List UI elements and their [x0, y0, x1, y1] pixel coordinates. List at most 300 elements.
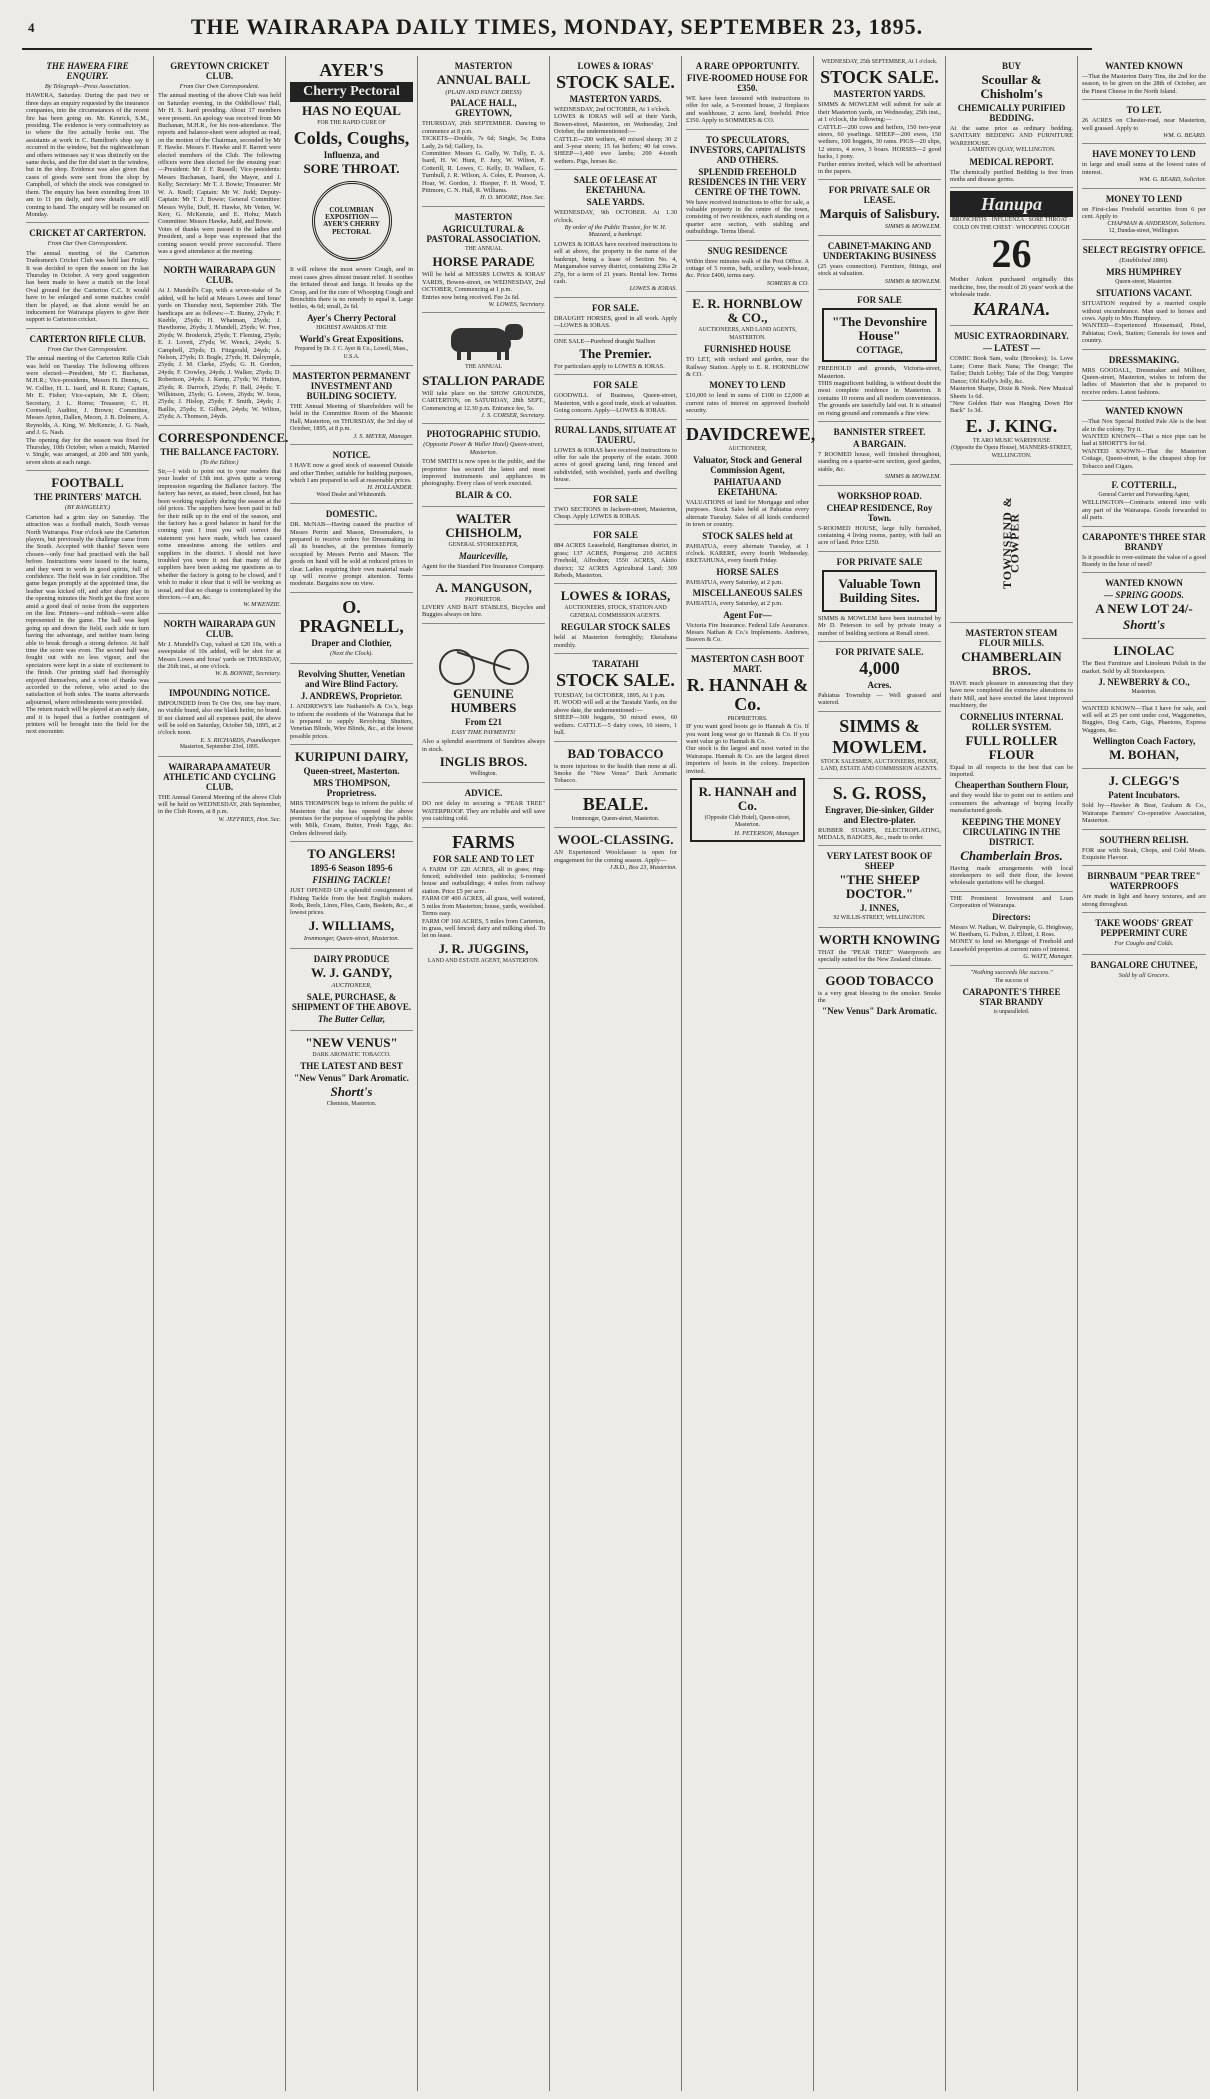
ad-body: and they would like to point out to settlers and consumers the advantage of buying locally manufactured goods. [950, 792, 1073, 815]
byline: From Our Own Correspondent. [47, 240, 128, 248]
ad-text: Sold by all Grocers. [1118, 971, 1170, 979]
ad-draught-horses [554, 298, 677, 335]
ad-wool-classing [554, 828, 677, 875]
headline: FOR SALE [593, 380, 638, 391]
ad-body: Will be held at MESSRS LOWES & IORAS' YARDS, Bowen-street, on WEDNESDAY, 2nd OCTOBER, Commencing at 1 p.m. [422, 271, 545, 294]
ad-body: TUESDAY, 1st OCTOBER, 1895, At 1 p.m. [554, 692, 666, 700]
ad-dressmaking [290, 504, 413, 593]
ad-body: PAHIATUA, every alternate Tuesday, at 1 o'clock. KARERE, every fourth Wednesday. EKETAHUNA, every fourth Friday. [686, 542, 809, 565]
ad-sheep-doctor [818, 846, 941, 927]
ad-body: PAHIATUA, every Saturday, at 2 p.m. [686, 578, 783, 586]
headline: Revolving Shutter, Venetian and Wire Blind Factory. [298, 669, 405, 690]
headline: FURNISHED HOUSE [704, 344, 791, 355]
ad-text: (Opposite Club Hotel), Queen-street, Masterton. [704, 815, 791, 829]
ad-text: Masterton. [1131, 689, 1157, 696]
ad-ross-engraver [818, 779, 941, 847]
signature: E. S. RICHARDS, Poundkeeper. [200, 736, 281, 744]
signature: W. M'KENZIE. [243, 601, 281, 609]
headline: GOOD TOBACCO [825, 972, 934, 988]
headline: DOMESTIC. [325, 509, 378, 520]
byline: By Telegraph—Press Association. [44, 83, 131, 90]
ad-stallion-parade [422, 313, 545, 424]
ad-body: THE Prominent Investment and Loan Corporation of Wairarapa. [950, 894, 1073, 910]
ad-bannister-street [818, 422, 941, 486]
headline: FOR PRIVATE SALE OR LEASE. [828, 185, 931, 206]
ad-body: SIMMS & MOWLEM have been instructed by Mr D. Peterson to sell by private treaty a number of building sections at Renall street. [818, 614, 941, 637]
ad-body: £10,000 to lend in sums of £100 to £2,000 at current rates of interest on approved freehold security. [686, 392, 809, 415]
ad-text: THE ANNUAL [465, 245, 502, 252]
ad-text: Ayer's Cherry Pectoral [307, 312, 396, 323]
ad-body: WELLINGTON—Contracts entered into with any part of the Wairarapa. Goods forwarded to all parts. [1082, 499, 1206, 522]
subheadline: THE PRINTERS' MATCH. [33, 492, 142, 503]
ad-devonshire-house [818, 290, 941, 422]
subheadline: PALACE HALL, GREYTOWN, [450, 98, 517, 119]
advertiser-name: J. INNES, [860, 903, 899, 914]
ad-body: "New Golden Hair was Hanging Down Her Back" 1s 3d. [950, 399, 1073, 415]
headline: FOR PRIVATE SALE [836, 556, 923, 567]
ad-body: THIS magnificent building, is without doubt the most complete residence in Masterton. It contains 10 rooms and all modern conveniences. The grounds are tastefully laid out. It is situated on rising ground and commands a fine view. [818, 379, 941, 417]
ad-livery-stables [422, 576, 545, 624]
building-sites-box [822, 570, 937, 612]
byline: From Our Own Correspondent. [179, 83, 260, 90]
byline: From Our Own Correspondent. [47, 345, 128, 353]
ad-eketahuna-lease [554, 170, 677, 297]
columns [22, 56, 1206, 2091]
ad-body: J. ANDREWS'S late Nathaniel's & Co.'s, begs to inform the residents of the Wairarapa that he is prepared to supply Revolving Shutters, Venetian Blinds, Wire Blinds, &c., at the lowest possible prices. [290, 703, 413, 740]
dateline: Masterton, September 23rd, 1895. [179, 744, 260, 751]
ad-text: PROPRIETOR. [465, 596, 502, 603]
byline: (To the Editor.) [200, 458, 239, 466]
ad-body: (25 years connection). Furniture, fittings, and stock at valuation. [818, 262, 941, 278]
ad-body: H. WOOD will sell at the Taratahi Yards, on the above date, the undermentioned:— [554, 699, 677, 714]
ad-hornblow [686, 292, 809, 419]
ad-body: COMIC Book Sam, waltz (Brookes); 1s. Love Lane; Come Back Nana; The Orange; The Tailor; Dutch Lobby; Tale of the Dog; Vampire Dance; Old Kelly's Jolly, &c. [950, 355, 1073, 385]
ad-flour-mills [950, 623, 1073, 892]
article-body: HAWERA, Saturday. During the past two or three days an enquiry requested by the insurance companies, into the circumstances of the recent fire has been going on. Mr. Kenrick, S.M., presiding. The evidence is very contradictory as to where the fire actually broke out. The assistants at work in C. Hamilton's shop say it occurred in the window, but the nightwatchman and others witnesses say it was distinctly on the same decks, and the fire did start in the window, but in the shop. Evidence was also given that cases of goods were sent from the shop by Campbell, of which the stock was consigned to them. The enquiry has been extending from 10 am to 11 pm daily, and new details are still coming to hand. The enquiry will be resumed on Monday. [26, 92, 149, 218]
ad-linolac [1082, 639, 1206, 701]
ad-pear-tree-advice [422, 783, 545, 827]
headline: MASTERTON [454, 211, 513, 222]
subheadline: FISHING TACKLE! [312, 875, 391, 886]
headline: GREYTOWN CRICKET CLUB. [170, 61, 269, 81]
column-3 [286, 56, 418, 2091]
ad-body: We have received instructions to offer for sale, a valuable property in the centre of the town, consisting of two residences, each standing on a quarter acre section, with stabling and outbuildings. Terms liberal. [686, 198, 809, 236]
ad-bad-tobacco [554, 742, 677, 790]
article-gun-club-handicaps [158, 260, 281, 425]
headline: CARAPONTE'S THREE STAR BRANDY [1082, 531, 1206, 552]
headline: MASTERTON CASH BOOT MART. [690, 653, 805, 674]
ad-money-to-lend-chapman [1082, 189, 1206, 241]
ad-text: AUCTIONEERS, AND LAND AGENTS, MASTERTON. [698, 327, 797, 341]
ad-body: 5-ROOMED HOUSE, large fully furnished, containing 4 living rooms, pantry, with half an acre of land. Price £250. [818, 524, 941, 547]
subheadline: Acres. [867, 680, 892, 690]
ad-rural-lands [554, 420, 677, 489]
ad-dressmaking-goodall [1082, 350, 1206, 402]
ad-body: Entries now being received. Fee 2s 6d. [422, 293, 520, 301]
signature: J. S. CORSER, Secretary. [481, 411, 545, 419]
ad-body: Masterton Sharpe, Dixie & Nook. New Musical Sheets 1s 6d. [950, 385, 1073, 400]
headline: NORTH WAIRARAPA GUN CLUB. [163, 618, 276, 639]
column-2 [154, 56, 289, 2091]
ad-body: Sold by—Hawker & Bear, Graham & Co., Wairarapa Farmers' Co-operative Association, Masterton. [1082, 802, 1206, 825]
ad-brand: AYER'S [319, 60, 384, 80]
advertiser-name: M. BOHAN, [1109, 747, 1179, 763]
ad-body: 26 ACRES on Chester-road, near Masterton, well grassed. Apply to [1082, 117, 1206, 132]
subheadline: From £21 [464, 716, 503, 727]
ad-body: HAVE much pleasure in announcing that they have now completed the extensive alterations to their Mill, and have erected the latest improved machinery, the [950, 679, 1073, 710]
ad-simms-mowlem [818, 712, 941, 779]
headline: TO LET. [1126, 105, 1162, 116]
advertiser-name: CHAMBERLAIN BROS. [961, 648, 1062, 678]
ad-body: THAT the "PEAR TREE" Waterproofs are specially suited for the New Zealand climate. [818, 948, 941, 964]
subheadline: A BARGAIN. [852, 438, 906, 449]
article-body: Sir,—I wish to point out to your readers that your leader of 13th inst. gives quite a wrong impression regarding the Ballance factory. The factory has never, as stated, been closed, but has been working regularly during the season at the old prices. The suppliers have been paid in full for their milk up to the end of the season, and the factory has a good balance in hand for the coming year. I trust you will correct the statement you have made, which has caused some uneasiness among the settlers and suppliers in the district. I should not have troubled you were it not that many of the suppliers have been asking me questions as to whether the factory is going to be closed, and I wish to make it clear that it will be working as usual, and that no change is contemplated by the directors.—I am, &c. [158, 468, 281, 601]
headline: MASTERTON PERMANENT INVESTMENT AND BUILDING SOCIETY. [292, 371, 411, 402]
ad-text: AUCTIONEERS, STOCK, STATION AND GENERAL COMMISSION AGENTS. [564, 605, 667, 619]
ad-body: Committee: Messrs G. Gully, W. Tully, E. A. Isard, H. W. Hunt, F. Jury, W. Wilton, F. Cotterill, R. Lowes, C. Kelly, D. Wallace, G. Turnbull, J. R. Wilson, A. Coles, E. Pearson, A. Hoar, W. Gordon, J. Hooper, F. H. Wood, T. Pittmore, C. N. Hall, R. Williams. [422, 150, 545, 195]
subheadline: — LATEST — [982, 343, 1041, 354]
ad-body: PAHIATUA, every Saturday, at 2 p.m. [686, 600, 783, 608]
advertiser-name: MRS HUMPHREY [1106, 266, 1182, 277]
headline: The Premier. [579, 345, 652, 361]
ad-goodwill-business [554, 375, 677, 419]
ad-body: WE have been favoured with instructions to offer for sale, a 5-roomed house, 2 fireplaces and washhouse, 2 acres land, freehold. Price £350. Apply to SOMMERS & CO. [686, 95, 809, 125]
ad-numeral: 26 [991, 231, 1032, 277]
signature: W. B. BONNIE, Secretary. [215, 670, 281, 678]
article-body: The annual meeting of the above Club was held on Saturday evening, in the Oddfellows' Hall, Mr H. S. Isard presiding. About 17 members were present. An apology was received from Mr Buchanan, M.H.R., for his non-attendance. The reports and balance-sheet were adopted as read, on the motion of the Chairman, seconded by Mr F. Hawke. Messrs F. Hawke and F. Barrett were elected members of the Club. The following officers were then elected for the ensuing year:—President: Mr J. F. Russell; Vice-presidents: Messrs Buchanan, Isard, the Mayor, and J. Kelly; Secretary: Mr T. J. Bowie; Treasurer: Mr W. A. Knell; Captain: Mr W. Judd; Deputy-Captain: Mr T. J. Bowie; General Committee: Messrs Wylie, Duff, H. Hawke, Mr Vetten, W. Kerr, G. McKenzie, and E. Hohu; Match Committee: Messrs Hawke, Judd, and Bowie. [158, 92, 281, 226]
advertiser-name: E. R. HORNBLOW & CO., [692, 296, 803, 326]
ad-cabinet-making [818, 236, 941, 290]
ad-text: By order of the Public Trustee, for W. H. Mazzard, a bankrupt. [564, 224, 667, 239]
ad-body: Mother Ankon purchased originally this medicine, free, the result of 26 years' work at the wholesale trade. [950, 276, 1074, 299]
ad-body: Having made arrangements with local storekeepers to sell their flour, the lowest wholesale quotations will be charged. [950, 864, 1073, 887]
ad-text: AUCTIONEER, [728, 445, 767, 452]
ad-text: Ironmonger, Queen-street, Masterton. [303, 934, 400, 942]
bull-illustration-icon [439, 320, 529, 360]
ad-caraponte-three-star [1082, 527, 1206, 574]
acreage: 4,000 [859, 658, 900, 678]
headline: Agent For— [723, 609, 772, 620]
ad-body: Will take place on the SHOW GROUNDS, CARTERTON, on SATURDAY, 28th SEPT., Commencing at 12.30 p.m. Entrance fee, 5s. [422, 389, 545, 412]
ad-text: 92 WILLIS-STREET, WELLINGTON. [833, 915, 926, 922]
headline: DRESSMAKING. [1108, 354, 1180, 365]
article-football [26, 471, 149, 740]
article-rifle-club [26, 329, 149, 472]
signature: G. WATT, Manager. [1023, 953, 1073, 961]
ad-body: is a very great blessing to the smoker. Smoke the [818, 989, 941, 1005]
headline: TO ANGLERS! [307, 846, 396, 862]
advertiser-name: SIMMS & [839, 715, 920, 736]
ad-text: (PLAIN AND FANCY DRESS) [445, 89, 522, 96]
ad-good-tobacco [818, 969, 941, 1023]
ad-wanted-known-cheese [1082, 56, 1206, 100]
ad-body: A FARM OF 220 ACRES, all in grass; ring-fenced; subdivided into paddocks; 6-roomed house and outbuildings; 4 miles from railway station. Price £5 per acre. [422, 865, 545, 895]
ad-body: GOODWILL of Business, Queen-street, Masterton, with a good trade, stock at valuation. Going concern. Apply—LOWES & IORAS. [554, 392, 677, 415]
subheadline: Draper and Clothier, [311, 637, 392, 648]
ad-photo-studio [422, 424, 545, 506]
advertiser-name: J. R. JUGGINS, [438, 940, 529, 956]
ad-kuripuni-dairy [290, 745, 413, 842]
ad-body: The Best Furniture and Linoleum Polish in the market. Sold by all Storekeepers. [1082, 660, 1206, 675]
article-cricket-carterton [26, 223, 149, 328]
ad-text: (Established 1880). [1119, 257, 1169, 265]
headline: TARATAHI [592, 659, 639, 670]
article-body: Votes of thanks were passed to the ladies and President, and a hope was expressed that the coming season would prove successful. There was a good attendance at the meeting. [158, 225, 281, 255]
ad-text: DARK AROMATIC TOBACCO. [312, 1051, 391, 1058]
headline: ADVICE. [464, 788, 503, 799]
ad-gun-club-cup [158, 614, 281, 683]
headline: A RARE OPPORTUNITY. [695, 61, 800, 71]
headline: BANGALORE CHUTNEE, [1090, 959, 1198, 970]
advertiser-name: Shortt's [330, 1084, 373, 1100]
ad-stallion-premier [554, 335, 677, 376]
ad-wanted-known-misc [1082, 401, 1206, 475]
ad-body: in large and small sums at the lowest rates of interest. [1082, 161, 1206, 176]
advertiser-name: S. G. ROSS, [832, 782, 927, 803]
column-6 [682, 56, 814, 2091]
ad-body: LOWES & IORAS have received instructions to sell at above, the property in the name of the bankrupt, being a lease of Section No. 4, Mangamahoe survey district, containing 236a 2r 27p, for a term of 21 years. Rental low. Terms cash. [554, 240, 677, 285]
subheadline: SALE, PURCHASE, & SHIPMENT OF THE ABOVE. [291, 991, 412, 1012]
ad-text: LAND AND ESTATE AGENT, MASTERTON. [427, 957, 540, 964]
ad-body: RUBBER STAMPS, ELECTROPLATING, MEDALS, BADGES, &c., made to order. [818, 826, 941, 842]
ad-body: At the same price as ordinary bedding. SANITARY BEDDING AND FURNITURE WAREHOUSE. [950, 125, 1073, 147]
ad-text: GENERAL STOREKEEPER, [448, 541, 519, 548]
ad-body: LOWES & IORAS will sell at their Yards, Bowen-street, Masterton, on Wednesday, 2nd October, the undermentioned:— [554, 113, 677, 136]
subheadline: THE LATEST AND BEST [300, 1061, 403, 1072]
ad-text: AUCTIONEER, [331, 982, 372, 990]
headline: SNUG RESIDENCE [707, 245, 788, 256]
advertiser-name: LOWES & IORAS' [577, 61, 654, 71]
ad-sections-sale [554, 489, 677, 526]
ad-text: The success of [994, 978, 1029, 985]
article-body: The annual meeting of the Carterton Tradesmen's Cricket Club was held last Friday. It was decided to open the season on the last Thursday in October. A very good suggestion has been made to have a match on the local Oval ground for the Carterton C.C. It would have to be enlarged and some matches could then be played, as that alone would be an inducement for Wairarapa players to give their support to Carterton cricket. [26, 249, 149, 324]
article-body: Carterton had a grim day on Saturday. The attraction was a football match, South versus North Wairarapa. Four o'clock saw the Carterton players, but previously the challenge came from the South. Accepted with thanks! Seven were chosen—only four had practised with the ball before. Instructions were issued to the teams, and they went to work in good spirits, full of confidence. The field was in fair condition. The game began promptly at the appointed time, the leather was kicked off, and after sharp play in the opening minutes the North got the first score amid a good deal of noise from the supporters on the line. Printers—and rubbish—were alike represented in the game. The ball was kept going up and down the field, each side in turn having the advantage, and neither team being able to break through a strong defence. At half time the score was even. The second half was fought out with no less vigour, and the spectators were kept in a state of excitement to the finish. Our printing staff had thoroughly enjoyed themselves, and a vote of thanks was accorded to the referee, who acted to the satisfaction of both sides. The teams afterwards adjourned, where refreshments were provided. [26, 513, 149, 706]
ad-body: SIMMS & MOWLEM will submit for sale at their Masterton yards, on Wednesday, 25th inst., at 1 o'clock, the following:— [818, 101, 941, 124]
ad-building-sites [818, 552, 941, 642]
headline: HORSE PARADE [432, 254, 535, 270]
ad-body: Our stock is the largest and most varied in the Wairarapa. Hannah & Co. are the largest direct importers of boots in the colony. Inspection invited. [686, 745, 809, 775]
ad-cash-boot-mart [686, 649, 809, 849]
ad-chisholm-store [422, 507, 545, 576]
subheadline: Patent Incubators. [1108, 790, 1180, 801]
ad-cotterill-carrier [1082, 475, 1206, 527]
headline: PHOTOGRAPHIC STUDIO. [426, 429, 541, 440]
ad-townsend-cowper [950, 465, 1073, 623]
ad-body: WEDNESDAY, 2nd OCTOBER, At 1 o'clock. [554, 106, 671, 113]
headline: Wellington Coach Factory, [1092, 736, 1196, 747]
subheadline: Engraver, Die-sinker, Gilder and Electro-plater. [825, 804, 934, 825]
ad-body: WANTED—Experienced Housemaid, Hotel, Pahiatua; Cook, Station; Generals for town and country. [1082, 322, 1206, 345]
ad-body: WEDNESDAY, 9th OCTOBER. At 1.30 o'clock. [554, 209, 677, 224]
ad-body: MRS THOMPSON begs to inform the public of Masterton that she has opened the above premises for the purpose of supplying the public with Milk, Cream, Butter, Fresh Eggs, &c. Orders delivered daily. [290, 800, 413, 837]
headline: LINOLAC [1113, 643, 1175, 659]
column-5 [550, 56, 682, 2091]
ad-fishing-tackle [290, 842, 413, 949]
ad-humber-bicycles [422, 624, 545, 784]
ad-brand: KARANA. [972, 299, 1051, 320]
ad-body: Further entries invited, which will be advertised in the papers. [818, 160, 941, 176]
ad-music [950, 326, 1073, 464]
headline: ANNUAL BALL [436, 72, 531, 87]
headline: BANNISTER STREET. [833, 426, 926, 437]
ad-body: Mr J. Mundell's Cup, valued at £20 10s, with a sweepstake of 10s added, will be shot for at Messrs Lowes and Ioras' yards on THURSDAY, the 26th inst., at one o'clock. [158, 640, 281, 670]
sale-items: CATTLE—200 wethers, 40 mixed sheep; 30 2 and 3-year steers; 15 fat heifers; 40 fat cows. SHEEP—1,400 ewe lambs; 200 4-tooth wethers. Pigs, horses &c. [554, 135, 677, 165]
subheadline: MASTERTON YARDS. [569, 94, 662, 104]
ad-body: DR. McNAB—Having caused the practice of Messrs Perrin and Mason, Dressmakers, is prepared to receive orders for Dressmaking in all its branches, at the premises formerly occupied by Messrs Perrin and Mason. The goods on hand will be sold at reduced prices to clear. Ladies requiring their own material made up will receive prompt attention. Terms moderate. Bargains now on view. [290, 521, 413, 588]
ad-body: WANTED KNOWN—That the Masterton Cottage, Queen-street, is the cheapest shop for Tobacco and Cigars. [1082, 447, 1206, 470]
headline: MASTERTON STEAM FLOUR MILLS. [965, 627, 1058, 648]
headline: Directors: [992, 911, 1031, 922]
ad-vertical-title: TOWNSEND & COWPER [1000, 496, 1022, 590]
ad-text: TE ARO MUSIC WAREHOUSE [972, 437, 1051, 444]
ad-body: AN Experienced Woolclasser is open for engagement for the coming season. Apply— [554, 849, 677, 864]
advertiser-name: LOWES & IORAS, [560, 588, 671, 604]
ad-body: Are made in light and heavy textures, and are strong throughout. [1082, 893, 1206, 908]
ad-text: HIGHEST AWARDS AT THE [316, 324, 387, 331]
advertiser-name: Scoullar & Chisholm's [980, 72, 1043, 101]
ad-body: FARM OF 400 ACRES, all grass, well watered, 5 miles from Masterton; house, yards, woolshed. Terms easy. [422, 895, 545, 918]
ad-text: EASY TIME PAYMENTS! [451, 728, 516, 736]
headline: MONEY TO LEND [1105, 193, 1183, 204]
signature: H. PETERSON, Manager. [734, 829, 800, 837]
ad-freehold-residences [686, 130, 809, 241]
advertiser-name: J. NEWBERRY & CO., [1098, 677, 1190, 688]
advertiser-name: E. J. KING. [965, 415, 1058, 436]
column-8 [946, 56, 1078, 2091]
sale-items: CATTLE—200 cows and heifers, 150 two-year steers, 60 yearlings. SHEEP—200 ewes, 150 wethers, 100 hoggets, 30 rams. PIGS—20 slips, 12 stores, 4 sows, 3 boars. HORSES—2 good hacks, 1 pony. [818, 123, 941, 161]
subheadline: MASTERTON YARDS. [833, 89, 926, 100]
ad-body: For particulars apply to LOWES & IORAS. [554, 362, 665, 370]
ad-taratahi-stock-sale [554, 654, 677, 741]
article-body: The opening day for the season was fixed for Thursday, 10th October, when a match, Married v. Single, was arranged, at 200 and 500 yards, seven shots at each range. [26, 436, 149, 466]
ad-text: Ironmonger, Queen-street, Masterton. [571, 815, 660, 822]
devonshire-box [822, 308, 937, 362]
headline: A. MANGUSON, [435, 579, 532, 595]
ad-text: LAMBTON QUAY, WELLINGTON. [967, 147, 1056, 154]
ad-hanupa-remedy [950, 188, 1073, 326]
ad-4000-acres [818, 642, 941, 712]
headline: FOOTBALL [51, 475, 124, 491]
headline: NOTICE. [332, 450, 371, 461]
advertiser-name: W. J. GANDY, [310, 965, 393, 981]
headline: MISCELLANEOUS SALES [692, 588, 803, 599]
headline: RURAL LANDS, SITUATE AT TAUERU. [554, 424, 677, 445]
headline: FOR SALE [857, 295, 902, 306]
ad-body: on First-class Freehold securities from 6 per cent. Apply to [1082, 205, 1206, 221]
article-correspondence [158, 426, 289, 614]
article-hawera-fire [26, 56, 149, 223]
article-body: The return match will be played at an early date, and it is hoped that a further contingent of printers will be brought into the field for the next encounter. [26, 706, 149, 736]
headline: GENUINE HUMBERS [450, 685, 517, 715]
ad-body: IMPOUNDED from Te Ore Ore, one bay mare, no visible brand, also one black heifer, no brand. If not claimed and all expenses paid, the above will be sold on Saturday, October 5th, 1895, at 2 o'clock noon. [158, 699, 281, 737]
ad-body: FREEHOLD and grounds, Victoria-street, Masterton. [818, 365, 941, 380]
ad-body: TOM SMITH is now open to the public, and the proprietor has secured the latest and most improved instruments and appliances in photography. Every class of work executed. [422, 458, 545, 488]
article-greytown-cricket [158, 56, 281, 260]
ad-body: JUST OPENED UP a splendid consignment of Fishing Tackle from the best English makers. Rods, Reels, Lines, Flies, Casts, Baskets, &c., at lowest prices. [290, 887, 413, 917]
ad-ayers-cherry-pectoral [290, 56, 413, 366]
boot-mart-box [690, 778, 805, 842]
headline: WAIRARAPA AMATEUR ATHLETIC AND CYCLING CLUB. [163, 761, 276, 792]
article-body: The annual meeting of the Carterton Rifle Club was held on Tuesday. The following officers were elected:—President, Mr C. Buchanan, M.H.R.; Vice-presidents, Messrs H. Dennis, G. W. Collier, H. L. Isard, and R. Kunz; Captain, Mr E. Fisher; Vice-captain, Mr E. Olsen; Secretary, J. L. Rorne; Treasurer, C. H. Cornwell; Auditor, J. Brown; Committee, Messrs Ayton, Dallen, Mecen, J. B. Dolmere, A. Reynolds, A. King, W. McKenzie, J. G. Nash, and J. G. Nash. [26, 355, 149, 437]
subheadline: COTTAGE, [856, 345, 903, 356]
ad-body: SITUATION required by a married couple without encumbrance. Man used to horses and cows. Apply to Mrs Humphrey. [1082, 300, 1206, 322]
subheadline: CORNELIUS INTERNAL ROLLER SYSTEM. [959, 711, 1064, 732]
headline: FARMS [452, 831, 515, 852]
advertiser-name: MOWLEM. [832, 736, 927, 757]
ad-impounding-notice [158, 683, 281, 757]
ad-coach-factory [1082, 702, 1206, 770]
ad-body: WANTED KNOWN—That a nice pipe can be had at SHORTT'S for 6d. [1082, 432, 1206, 448]
subheadline: "The Devonshire House" [832, 314, 927, 344]
headline: CARTERTON RIFLE CLUB. [29, 333, 146, 344]
ad-annual-ball [422, 56, 545, 207]
page-number: 4 [28, 20, 35, 35]
ad-body: VALUATIONS of land for Mortgage and other purposes. Stock Sales held at Pahiatua every alternate Tuesday. Sales of all kinds conducted in town or country. [686, 498, 809, 529]
headline: WORKSHOP ROAD. [837, 490, 922, 501]
ad-text: For Coughs and Colds. [1114, 940, 1174, 948]
headline: STALLION PARADE [422, 372, 545, 388]
subheadline: SITUATIONS VACANT. [1096, 288, 1192, 299]
subheadline: "New Venus" Dark Aromatic. [822, 1006, 937, 1017]
headline: BIRNBAUM "PEAR TREE" WATERPROOFS [1087, 871, 1201, 892]
headline: HORSE SALES [716, 566, 779, 577]
ad-building-society [290, 366, 413, 445]
signature: W. JEFFRIES, Hon. Sec. [218, 815, 281, 823]
ad-body: I HAVE now a good stock of seasoned Outside and other Timber, suitable for building purposes, which I am prepared to sell at reasonable prices. [290, 462, 413, 484]
ad-registry-office [1082, 240, 1206, 349]
headline: STOCK SALE. [820, 67, 939, 88]
ad-body: It will relieve the most severe Cough, and in most cases gives almost instant relief. It soothes the irritated throat and lungs. It breaks up the Croup, and for the cure of Whooping Cough and Bronchitis there is no remedy to equal it. Large bottles, 4s 6d; small, 2s 6d. [290, 266, 413, 311]
ad-body: Is it possible to over-estimate the value of a good Brandy in the hour of need? [1082, 553, 1206, 569]
ad-body: —That the Masterton Dairy Tins, the 2nd for the season, to be given on the 28th of October, are the Finest Cheese in the North Island. [1082, 73, 1206, 95]
ad-body: LOWES & IORAS have received instructions to offer for sale the property of the estate. 3000 acres of good grazing land, ring fenced and subdivided, with woolshed, yards and dwelling house. [554, 446, 677, 484]
signature: SIMMS & MOWLEM. [884, 223, 941, 231]
headline: WANTED KNOWN [1105, 578, 1183, 589]
advertiser-name: INGLIS BROS. [439, 754, 528, 770]
ad-text: Colds, Coughs, [293, 128, 410, 149]
seal-text: COLUMBIAN EXPOSITION — AYER'S CHERRY PECTORAL [323, 205, 380, 236]
subheadline: SALE YARDS. [586, 197, 645, 208]
subheadline: Valuable Town Building Sites. [838, 575, 921, 605]
headline: DAIRY PRODUCE [313, 954, 390, 965]
ad-southern-relish [1082, 830, 1206, 867]
advertiser-name: J. CLEGG'S [1108, 773, 1180, 789]
headline: IMPOUNDING NOTICE. [168, 687, 270, 698]
article-body: At J. Mundell's Cup, with a seven-stake of 5s added, will be held at Messrs Lowes and Ioras' yards on Thursday next, September 26th. The handicaps are as follows:—T. Bunny, 27yds; F. Keeble, 25yds; H. Whatman, 25yds; J. Hawthorne, 26yds; J. Mundell, 25yds; W. Free, 26yds; W. Broderick, 25yds; T. Fleming, 25yds; E. J. Lovett, 27yds; W. Wenck, 24yds; S. Campbell, 25yds; D. Fitzgerald, 24yds; A. Nelson, 27yds; D. Bogle, 27yds; H. Dalrymple, 25yds; J. M. Clarke, 25yds; G. H. Gordon, 24yds; F. Crowley, 24yds; J. Walker, 25yds; D. Robertson, 24yds; J. Kemp, 27yds; W. Hutton, 25yds; R. Darroch, 25yds; F. Ball, 24yds; T. Wilkinson, 25yds; G. Lowes, 26yds; W. Ioras, 25yds; J. Hislop, 25yds; F. Smith, 24yds; J. Baillie, 25yds; E. Gilbert, 24yds; W. Wilton, 25yds; A. Thomson, 24yds. [158, 287, 281, 421]
ad-text: FOR THE RAPID CURE OF [317, 120, 386, 126]
ad-davidcrewe [686, 420, 816, 649]
headline: MONEY TO LEND [709, 380, 786, 391]
headline: FOR SALE [593, 493, 638, 504]
ad-body: TWO SECTIONS in Jackson-street, Masterton, Cheap. Apply LOWES & IORAS. [554, 505, 677, 520]
ad-body: 7 ROOMED house, well finished throughout, standing on a quarter-acre section, good garden, stable, &c. [818, 450, 941, 473]
headline: TO SPECULATORS, INVESTORS, CAPITALISTS AND OTHERS. [689, 134, 806, 165]
ad-body: THE Annual Meeting of Shareholders will be held in the Committee Room of the Masonic Hall, Masterton, on THURSDAY, the 3rd day of October, 1895, at 8 p.m. [290, 403, 413, 433]
advertiser-name: BEALE. [582, 793, 649, 814]
ad-body: —That Nox Special Bottled Pale Ale is the best ale in the colony. Try it. [1082, 418, 1206, 433]
ad-body: MRS GOODALL, Dressmaker and Milliner, Queen-street, Masterton, wishes to inform the ladies of Masterton that she is prepared to receive orders. Latest fashions. [1082, 366, 1206, 396]
ad-lowes-ioras-stock-sale [554, 56, 677, 170]
ad-money-to-lend-beard [1082, 144, 1206, 188]
sale-items: SHEEP—300 hoggets, 50 mixed ewes, 60 wethers. CATTLE—5 dairy cows, 10 steers, 1 bull. [554, 714, 677, 737]
ad-to-let [1082, 100, 1206, 144]
ad-investment-corporation [950, 892, 1073, 966]
ad-body: Equal in all respects to the best that can be imported. [950, 763, 1073, 778]
advertiser-name: Chamberlain Bros. [960, 847, 1063, 863]
signature: H. O. MOORE, Hon. Sec. [480, 194, 545, 202]
ad-text: ONE SALE—Purebred draught Stallion [554, 337, 656, 345]
advertiser-name: BLAIR & CO. [455, 489, 512, 500]
